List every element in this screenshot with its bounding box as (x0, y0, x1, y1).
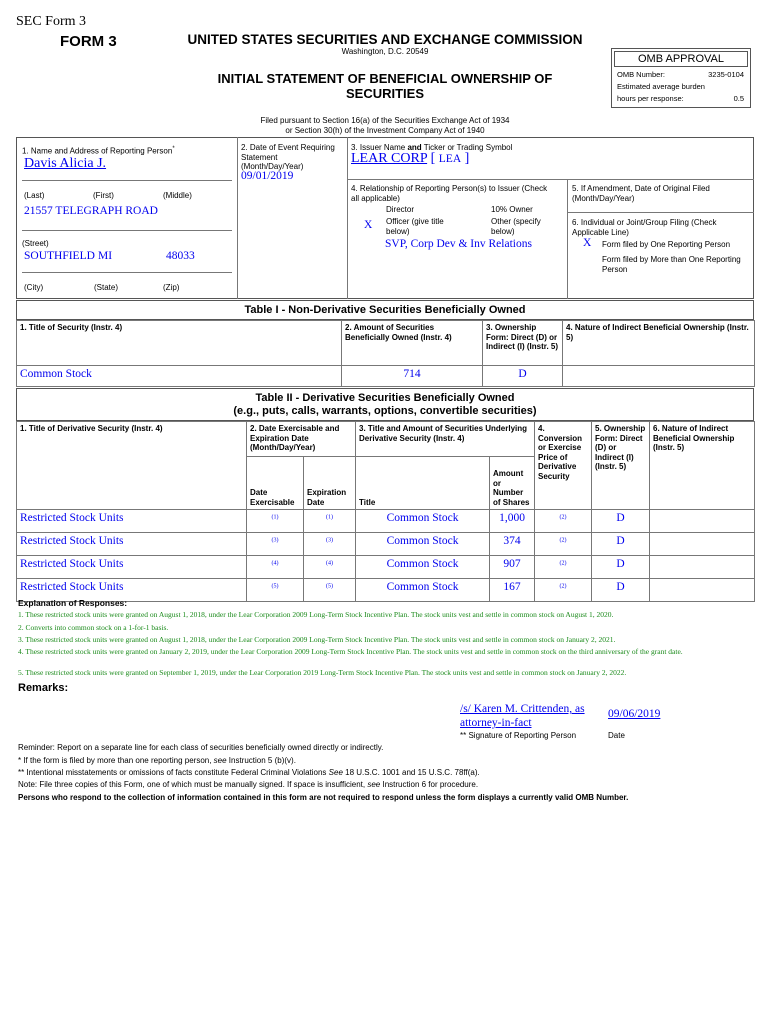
reminder-note: Reminder: Report on a separate line for each class of securities beneficially owned directly or indirectly. (18, 743, 384, 752)
note3-pre: Note: File three copies of this Form, one of which must be manually signed. If space is insufficient, (18, 780, 368, 789)
form-title: FORM 3 (60, 33, 117, 50)
issuer-line (351, 151, 469, 167)
signature-label: ** Signature of Reporting Person (460, 731, 577, 740)
city-value: SOUTHFIELD (24, 250, 95, 262)
table1-header-row (17, 321, 755, 366)
state-label: (State) (94, 283, 119, 292)
director-option: Director (386, 205, 415, 214)
note1-see: see (213, 756, 227, 765)
event-date-value: 09/01/2019 (241, 170, 294, 182)
table1-col-nature: 4. Nature of Indirect Beneficial Ownership (Instr. 5) (563, 321, 755, 366)
explanation-title: Explanation of Responses: (18, 598, 128, 608)
ticker-symbol: LEA (438, 153, 462, 165)
table1-col-form: 3. Ownership Form: Direct (D) or Indirect (I) (Instr. 5) (483, 321, 563, 366)
table2-col-underlying-amount: Amount or Number of Shares (490, 457, 535, 510)
note2-post: 18 U.S.C. 1001 and 15 U.S.C. 78ff(a). (342, 768, 480, 777)
note1-post: Instruction 5 (b)(v). (226, 756, 296, 765)
zip-value: 48033 (166, 250, 195, 262)
issuer-name-link[interactable]: LEAR CORP (351, 151, 428, 166)
city-label: (City) (24, 283, 44, 292)
footnote-4: 4. These restricted stock units were granted on January 2, 2019, under the Lear Corporation 2009 Long-Term Stock Incentive Plan. The stock units vest and settle in common stock on the third anniversary of the grant date. (18, 647, 683, 656)
omb-number-value: 3235-0104 (708, 70, 744, 79)
table1-col-amount: 2. Amount of Securities Beneficially Owned (Instr. 4) (342, 321, 483, 366)
zip-label: (Zip) (163, 283, 180, 292)
t2-underlying-title: Common Stock (356, 510, 490, 533)
t2-conversion-price: (2) (559, 583, 567, 590)
omb-burden-label: Estimated average burden (617, 82, 705, 91)
table2-subtitle: (e.g., puts, calls, warrants, options, convertible securities) (233, 405, 537, 417)
t2-ownership-form: D (592, 533, 650, 556)
t2-nature (650, 579, 755, 602)
t2-expiration: (1) (326, 514, 333, 521)
footnote-1: 1. These restricted stock units were granted on August 1, 2018, under the Lear Corporation 2009 Long-Term Stock Incentive Plan. The stock units vest and settle in common stock on August 1, 2020. (18, 610, 614, 619)
issuer-label-and: and (407, 143, 422, 152)
filed-pursuant (190, 116, 580, 135)
t2-underlying-title: Common Stock (356, 533, 490, 556)
t2-ownership-form: D (592, 579, 650, 602)
issuer-label-post: Ticker or Trading Symbol (421, 143, 513, 152)
footnote-3: 3. These restricted stock units were granted on August 1, 2018, under the Lear Corporation 2009 Long-Term Stock Incentive Plan. The stock units vest and settle in common stock on January 2, 2021. (18, 635, 616, 644)
relationship-label: 4. Relationship of Reporting Person(s) to Issuer (Check all applicable) (351, 184, 548, 203)
middle-name-label: (Middle) (163, 191, 192, 200)
commission-location: Washington, D.C. 20549 (341, 47, 429, 56)
multiple-person-option: Form filed by More than One Reporting Person (602, 255, 741, 274)
t2-security-title: Restricted Stock Units (17, 556, 247, 579)
table2-title-block (16, 388, 754, 421)
statement-title: INITIAL STATEMENT OF BENEFICIAL OWNERSHIP OF SECURITIES (217, 71, 553, 101)
table-row (17, 556, 755, 579)
street-label: (Street) (22, 239, 49, 248)
table2-col-underlying: 3. Title and Amount of Securities Underlying Derivative Security (Instr. 4) (356, 422, 535, 457)
officer-check-mark: X (364, 219, 373, 231)
other-option: Other (specify below) (491, 217, 541, 236)
t2-underlying-amount: 907 (490, 556, 535, 579)
sec-form-label: SEC Form 3 (16, 14, 87, 29)
footnote-5: 5. These restricted stock units were granted on September 1, 2019, under the Lear Corporation 2019 Long-Term Stock Incentive Plan. The stock units vest and settle in common stock on January 2, 2022. (18, 668, 627, 677)
table-row (17, 579, 755, 602)
t2-security-title: Restricted Stock Units (17, 533, 247, 556)
signature-date-label: Date (608, 731, 625, 740)
t2-security-title: Restricted Stock Units (17, 510, 247, 533)
note-criminal-violations (18, 768, 480, 778)
one-person-check-mark: X (583, 237, 592, 249)
table2-col-dates: 2. Date Exercisable and Expiration Date (Month/Day/Year) (247, 422, 356, 457)
omb-title: OMB APPROVAL (614, 51, 748, 67)
note1-pre: * If the form is filed by more than one reporting person, (18, 756, 214, 765)
t2-underlying-amount: 374 (490, 533, 535, 556)
omb-hours-value: 0.5 (733, 94, 744, 103)
t2-underlying-title: Common Stock (356, 579, 490, 602)
t2-conversion-price: (2) (559, 560, 567, 567)
t1-ownership-form: D (483, 366, 563, 387)
t2-expiration: (3) (326, 537, 333, 544)
table2-title: Table II - Derivative Securities Beneficially Owned (255, 392, 515, 404)
note2-pre: ** Intentional misstatements or omissions of facts constitute Federal Criminal Violations (18, 768, 329, 777)
table-row (17, 533, 755, 556)
filing-label: 6. Individual or Joint/Group Filing (Check Applicable Line) (572, 218, 717, 237)
ticker-open: [ (430, 151, 436, 166)
t2-security-title: Restricted Stock Units (17, 579, 247, 602)
table2-col-ownership: 5. Ownership Form: Direct (D) or Indirect (I) (Instr. 5) (592, 422, 650, 510)
t2-exercisable: (4) (271, 560, 279, 567)
officer-title-value: SVP, Corp Dev & Inv Relations (385, 238, 532, 250)
t2-expiration: (5) (326, 583, 333, 590)
first-name-label: (First) (93, 191, 114, 200)
t2-conversion-price: (2) (559, 537, 567, 544)
t2-expiration: (4) (326, 560, 333, 567)
footnote-2: 2. Converts into common stock on a 1-for-1 basis. (18, 623, 169, 632)
reporting-person-label (22, 145, 175, 156)
table2-col-date-exercisable: Date Exercisable (247, 457, 304, 510)
amendment-label: 5. If Amendment, Date of Original Filed (Month/Day/Year) (572, 184, 710, 203)
table-row (17, 366, 755, 387)
t1-nature (563, 366, 755, 387)
last-name-label: (Last) (24, 191, 45, 200)
note-multiple-persons (18, 756, 296, 766)
omb-number-label: OMB Number: (617, 70, 665, 79)
issuer-label-pre: 3. Issuer Name (351, 143, 408, 152)
t2-underlying-amount: 167 (490, 579, 535, 602)
t2-exercisable: (3) (271, 537, 279, 544)
table2-col-conversion: 4. Conversion or Exercise Price of Derivative Security (535, 422, 592, 510)
ten-pct-owner-option: 10% Owner (491, 205, 533, 214)
officer-option: Officer (give title below) (386, 217, 444, 236)
t2-nature (650, 556, 755, 579)
filed-pursuant-line-2: or Section 30(h) of the Investment Company Act of 1940 (285, 125, 485, 135)
omb-approval-box (611, 48, 751, 108)
note3-see: see (367, 780, 381, 789)
reporting-person-name-link[interactable]: Davis Alicia J. (24, 156, 107, 171)
one-person-option: Form filed by One Reporting Person (602, 240, 731, 249)
state-value: MI (98, 250, 113, 262)
note2-see: See (328, 768, 343, 777)
t2-exercisable: (1) (271, 514, 279, 521)
event-date-label: 2. Date of Event Requiring Statement (Month/Day/Year) (241, 143, 335, 171)
t2-underlying-amount: 1,000 (490, 510, 535, 533)
t1-amount: 714 (342, 366, 483, 387)
commission-name: UNITED STATES SECURITIES AND EXCHANGE COMMISSION (187, 32, 583, 47)
t2-ownership-form: D (592, 510, 650, 533)
signature-date-link[interactable]: 09/06/2019 (608, 708, 661, 720)
reporting-person-label-mark: * (172, 146, 175, 152)
table2-header-row (17, 422, 755, 457)
note-three-copies (18, 780, 478, 790)
table1 (16, 320, 755, 387)
ticker-close: ] (464, 151, 470, 166)
omb-final-note: Persons who respond to the collection of information contained in this form are not required to respond unless the form displays a currently valid OMB Number. (18, 793, 629, 802)
table-row (17, 510, 755, 533)
table1-title: Table I - Non-Derivative Securities Beneficially Owned (16, 300, 754, 320)
table1-col-title: 1. Title of Security (Instr. 4) (17, 321, 342, 366)
street-value: 21557 TELEGRAPH ROAD (24, 205, 158, 217)
reporting-person-label-text: 1. Name and Address of Reporting Person (22, 146, 173, 156)
note3-post: Instruction 6 for procedure. (380, 780, 479, 789)
omb-hours-label: hours per response: (617, 94, 684, 103)
t2-nature (650, 533, 755, 556)
filed-pursuant-line-1: Filed pursuant to Section 16(a) of the Securities Exchange Act of 1934 (260, 116, 510, 125)
table2 (16, 421, 755, 602)
table2-col-nature: 6. Nature of Indirect Beneficial Ownership (Instr. 5) (650, 422, 755, 510)
t2-conversion-price: (2) (559, 514, 567, 521)
table2-col-underlying-title: Title (356, 457, 490, 510)
signature-link[interactable]: /s/ Karen M. Crittenden, as attorney-in-fact (460, 703, 585, 729)
t2-exercisable: (5) (271, 583, 279, 590)
t1-security-title: Common Stock (17, 366, 342, 387)
t2-ownership-form: D (592, 556, 650, 579)
t2-underlying-title: Common Stock (356, 556, 490, 579)
table2-col-title: 1. Title of Derivative Security (Instr. 4) (17, 422, 247, 510)
t2-nature (650, 510, 755, 533)
remarks-title: Remarks: (18, 682, 69, 694)
table2-col-expiration-date: Expiration Date (304, 457, 356, 510)
